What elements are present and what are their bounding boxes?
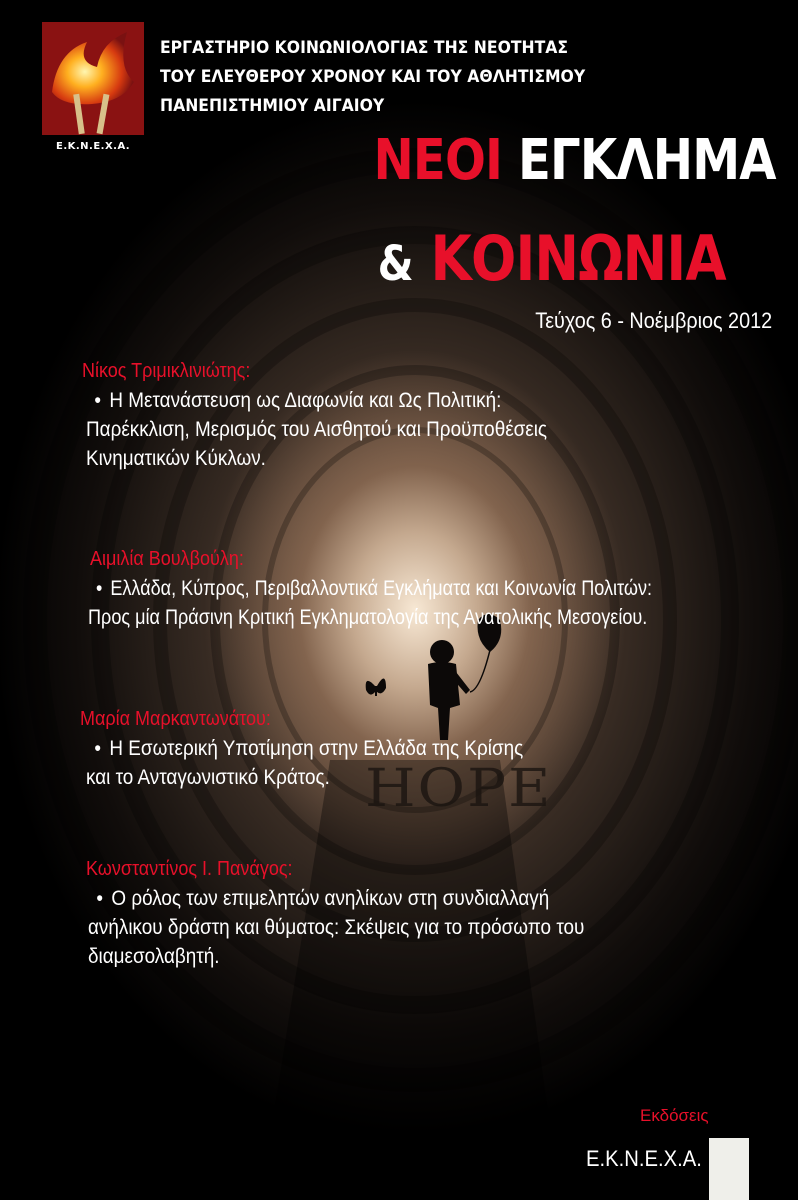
torch-flame-icon bbox=[42, 22, 144, 135]
organization-line: ΠΑΝΕΠΙΣΤΗΜΙΟΥ ΑΙΓΑΙΟΥ bbox=[160, 96, 385, 116]
publisher-name: Ε.Κ.Ν.Ε.Χ.Α. bbox=[586, 1146, 702, 1171]
publisher-label: Εκδόσεις bbox=[640, 1106, 709, 1125]
bullet: • bbox=[94, 389, 102, 412]
article-2 bbox=[90, 546, 744, 632]
article-author: Νίκος Τριμικλινιώτης: bbox=[82, 360, 251, 382]
organization-name bbox=[160, 34, 585, 121]
article-author: Αιμιλία Βουλβούλη: bbox=[90, 548, 244, 570]
article-author: Μαρία Μαρκαντωνάτου: bbox=[80, 708, 271, 730]
title-word-koinonia: ΚΟΙΝΩΝΙΑ bbox=[430, 222, 726, 295]
logo bbox=[42, 22, 144, 158]
publisher-box bbox=[709, 1138, 749, 1200]
journal-title-line-2 bbox=[378, 222, 726, 295]
bullet: • bbox=[96, 887, 104, 910]
butterfly-icon bbox=[366, 678, 386, 696]
article-title: • Η Εσωτερική Υποτίμηση στην Ελλάδα της Κρίσης και το Ανταγωνιστικό Κράτος. bbox=[86, 734, 523, 792]
article-author: Κωνσταντίνος Ι. Πανάγος: bbox=[86, 858, 293, 880]
hope-text: HOPE bbox=[365, 758, 553, 820]
article-1 bbox=[82, 358, 598, 473]
article-4 bbox=[86, 856, 640, 971]
bullet: • bbox=[94, 737, 102, 760]
journal-title-line-1 bbox=[374, 128, 776, 193]
article-title: • Ελλάδα, Κύπρος, Περιβαλλοντικά Εγκλήματα και Κοινωνία Πολιτών: Προς μία Πράσινη Κριτική Εγκληματολογία της Ανατολικής Μεσογείου. bbox=[88, 574, 652, 632]
bullet: • bbox=[96, 577, 103, 600]
title-word-egklima: ΕΓΚΛΗΜΑ bbox=[518, 128, 776, 193]
title-ampersand: & bbox=[377, 236, 414, 292]
title-word-neoi: ΝΕΟΙ bbox=[373, 128, 503, 193]
issue-info: Τεύχος 6 - Νοέμβριος 2012 bbox=[535, 308, 772, 333]
article-title: • Η Μετανάστευση ως Διαφωνία και Ως Πολιτική: Παρέκκλιση, Μερισμός του Αισθητού και Προϋποθέσεις Κινηματικών Κύκλων. bbox=[86, 386, 547, 473]
organization-line: ΕΡΓΑΣΤΗΡΙΟ ΚΟΙΝΩΝΙΟΛΟΓΙΑΣ ΤΗΣ ΝΕΟΤΗΤΑΣ bbox=[160, 38, 569, 58]
article-title: • Ο ρόλος των επιμελητών ανηλίκων στη συνδιαλλαγή ανήλικου δράστη και θύματος: Σκέψεις για το πρόσωπο του διαμεσολαβητή. bbox=[88, 884, 584, 971]
logo-label: Ε.Κ.Ν.Ε.Χ.Α. bbox=[42, 135, 144, 158]
organization-line: ΤΟΥ ΕΛΕΥΘΕΡΟΥ ΧΡΟΝΟΥ ΚΑΙ ΤΟΥ ΑΘΛΗΤΙΣΜΟΥ bbox=[160, 67, 586, 87]
article-3 bbox=[80, 706, 572, 792]
